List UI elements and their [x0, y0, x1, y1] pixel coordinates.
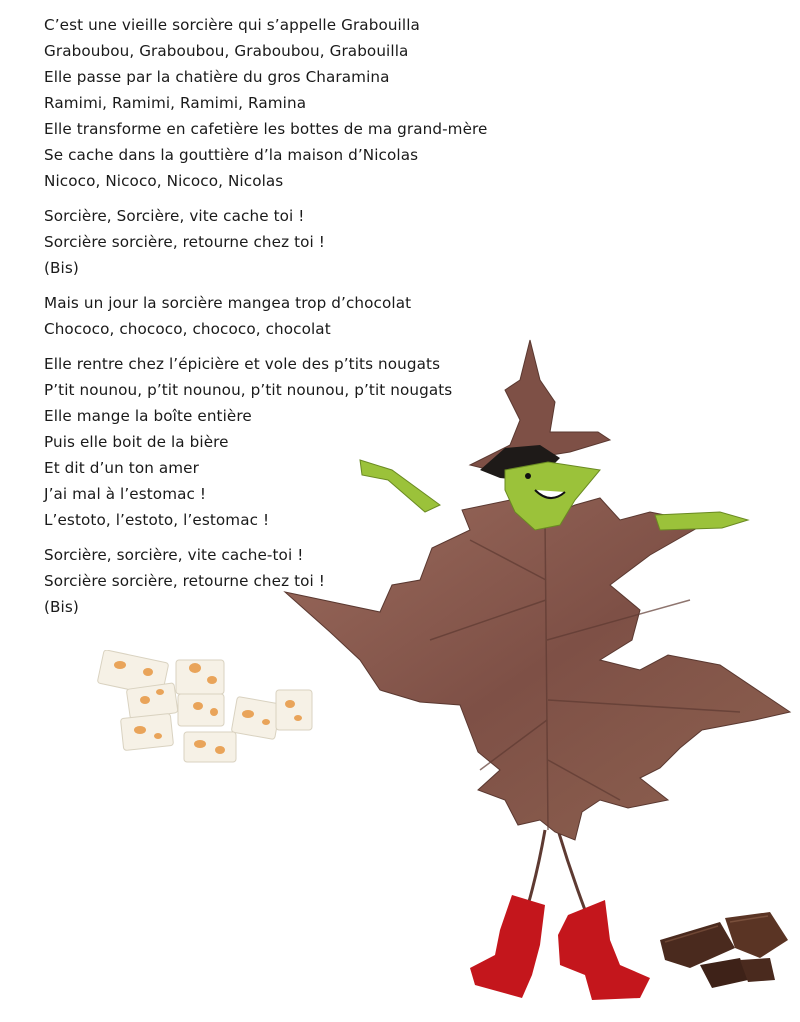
- poem-line: Ramimi, Ramimi, Ramimi, Ramina: [44, 94, 307, 112]
- poem-line: L’estoto, l’estoto, l’estomac !: [44, 511, 270, 529]
- nougat-pieces-illustration: [95, 650, 325, 770]
- poem-line: Chococo, chococo, chococo, chocolat: [44, 320, 331, 338]
- poem-line: Se cache dans la gouttière d’la maison d’Nicolas: [44, 146, 419, 164]
- poem-line: Elle transforme en cafetière les bottes de ma grand-mère: [44, 120, 488, 138]
- leg-left: [528, 830, 545, 905]
- poem-line: Graboubou, Graboubou, Graboubou, Grabouilla: [44, 42, 409, 60]
- poem-line: Puis elle boit de la bière: [44, 433, 229, 451]
- poem-line: Sorcière sorcière, retourne chez toi !: [44, 572, 325, 590]
- stanza-1: [44, 12, 604, 194]
- poem-line: Sorcière, sorcière, vite cache-toi !: [44, 546, 304, 564]
- poem-line: C’est une vieille sorcière qui s’appelle Grabouilla: [44, 16, 420, 34]
- poem-line: Elle mange la boîte entière: [44, 407, 252, 425]
- stanza-2-refrain: [44, 203, 604, 281]
- poem-line: P’tit nounou, p’tit nounou, p’tit nounou, p’tit nougats: [44, 381, 453, 399]
- arm-left: [360, 460, 440, 512]
- poem-line: Elle passe par la chatière du gros Charamina: [44, 68, 390, 86]
- leaf-body: [285, 498, 790, 840]
- boot-left: [470, 895, 545, 998]
- poem-line: Elle rentre chez l’épicière et vole des p’tits nougats: [44, 355, 441, 373]
- witch-eye: [525, 473, 531, 479]
- leg-right: [558, 830, 585, 910]
- poem-line: (Bis): [44, 598, 79, 616]
- poem-line: Mais un jour la sorcière mangea trop d’chocolat: [44, 294, 412, 312]
- poem-line: Sorcière sorcière, retourne chez toi !: [44, 233, 325, 251]
- poem-line: (Bis): [44, 259, 79, 277]
- poem-line: J’ai mal à l’estomac !: [44, 485, 207, 503]
- poem-line: Et dit d’un ton amer: [44, 459, 199, 477]
- boot-right: [558, 900, 650, 1000]
- chocolate-pieces-illustration: [655, 905, 795, 995]
- arm-right: [655, 512, 748, 530]
- poem-line: Nicoco, Nicoco, Nicoco, Nicolas: [44, 172, 284, 190]
- poem-line: Sorcière, Sorcière, vite cache toi !: [44, 207, 305, 225]
